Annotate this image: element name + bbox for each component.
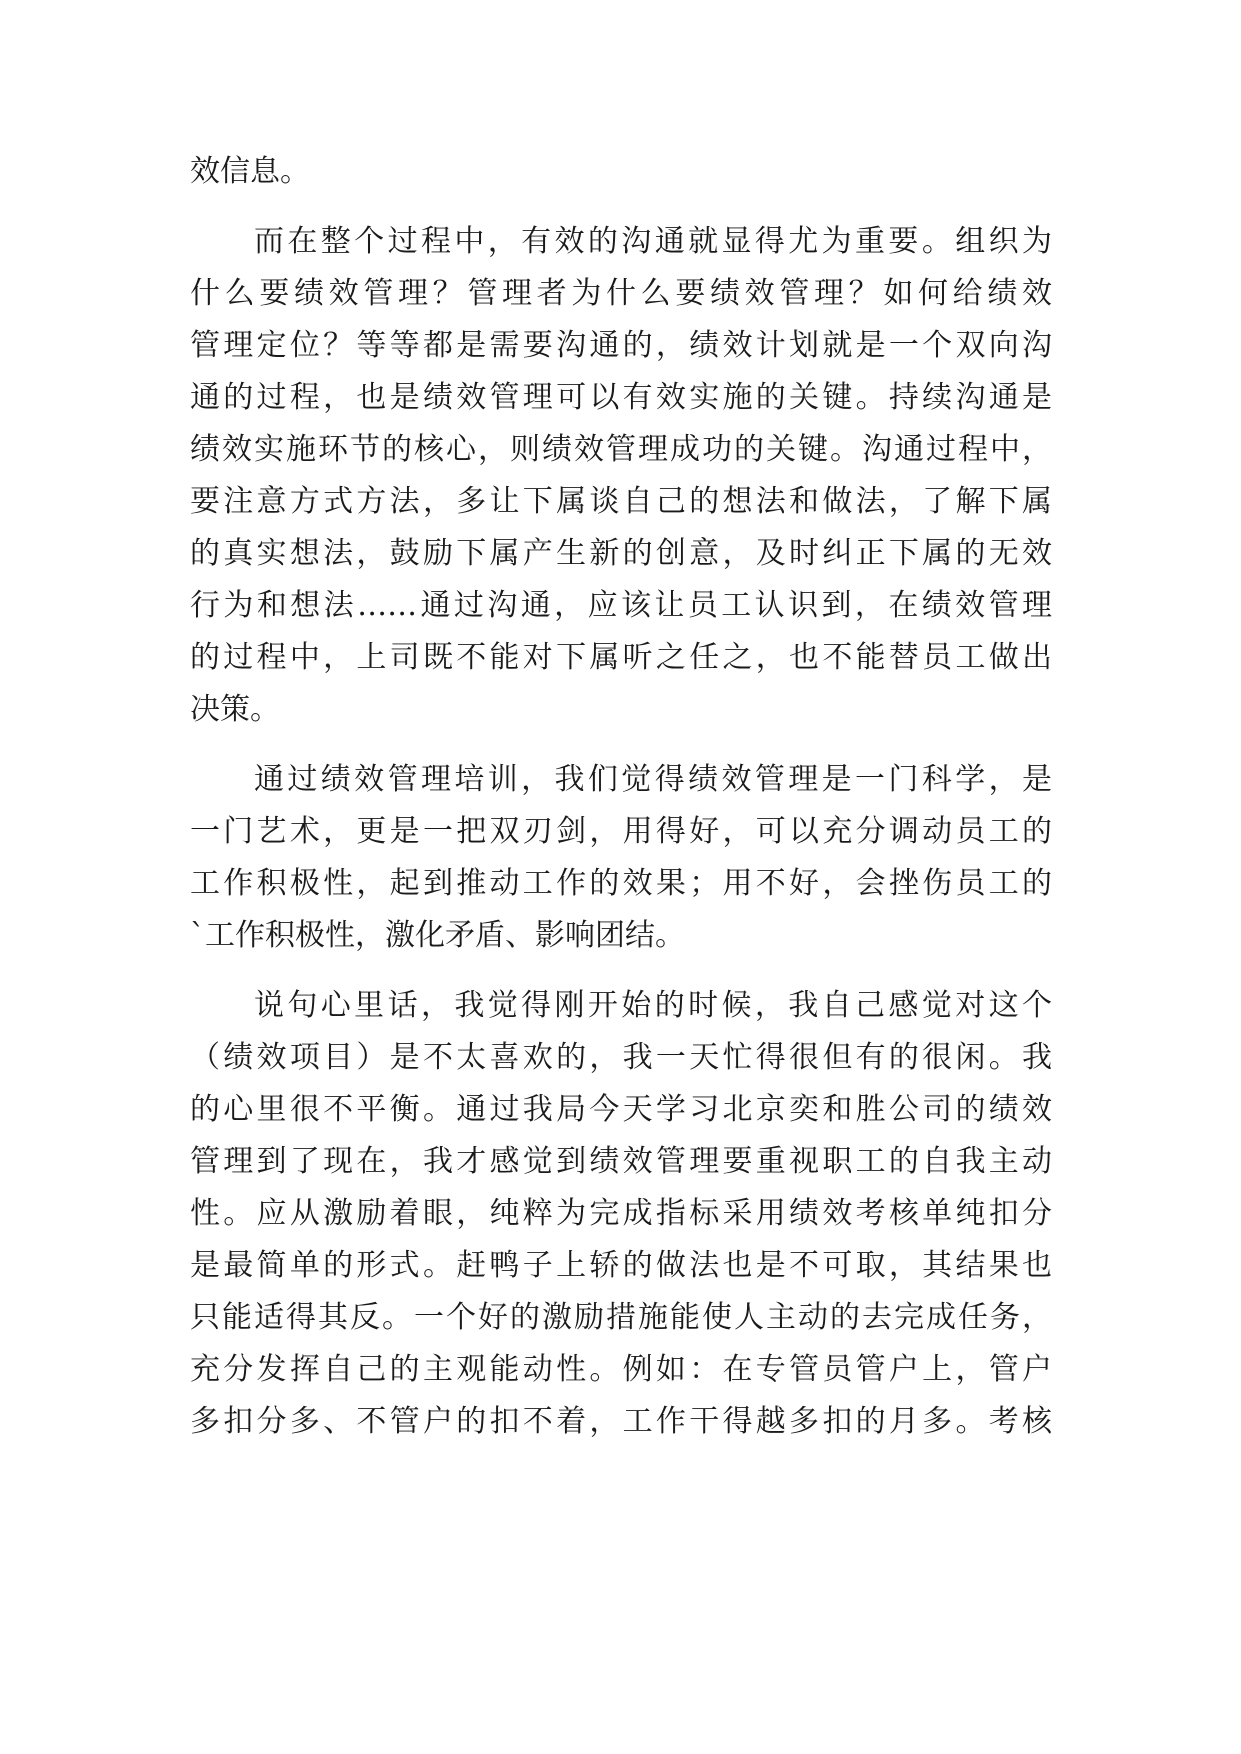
text-line: 只能适得其反。一个好的激励措施能使人主动的去完成任务， (190, 1300, 1052, 1335)
text-line: 绩效实施环节的核心，则绩效管理成功的关键。沟通过程中， (190, 432, 1052, 467)
text-line: 一门艺术，更是一把双刃剑，用得好，可以充分调动员工的 (190, 814, 1052, 849)
text-line: （绩效项目）是不太喜欢的，我一天忙得很但有的很闲。我 (190, 1040, 1052, 1075)
text-line: 而在整个过程中，有效的沟通就显得尤为重要。组织为 (254, 224, 1052, 259)
text-line: 通过绩效管理培训，我们觉得绩效管理是一门科学，是 (254, 762, 1052, 797)
text-line: 的真实想法，鼓励下属产生新的创意，及时纠正下属的无效 (190, 536, 1052, 571)
text-line: 的过程中，上司既不能对下属听之任之，也不能替员工做出 (190, 640, 1052, 675)
text-line: 工作积极性，起到推动工作的效果；用不好，会挫伤员工的 (190, 866, 1052, 901)
text-line: 多扣分多、不管户的扣不着，工作干得越多扣的月多。考核 (190, 1404, 1052, 1439)
text-line: 通的过程，也是绩效管理可以有效实施的关键。持续沟通是 (190, 380, 1052, 415)
text-line: 说句心里话，我觉得刚开始的时候，我自己感觉对这个 (254, 988, 1052, 1023)
text-line: 是最简单的形式。赶鸭子上轿的做法也是不可取，其结果也 (190, 1248, 1052, 1283)
text-line: 充分发挥自己的主观能动性。例如：在专管员管户上，管户 (190, 1352, 1052, 1387)
text-line: 什么要绩效管理？管理者为什么要绩效管理？如何给绩效 (190, 276, 1052, 311)
text-line: 的心里很不平衡。通过我局今天学习北京奕和胜公司的绩效 (190, 1092, 1052, 1127)
text-line: 行为和想法……通过沟通，应该让员工认识到，在绩效管理 (190, 588, 1052, 623)
text-line: 性。应从激励着眼，纯粹为完成指标采用绩效考核单纯扣分 (190, 1196, 1052, 1231)
text-line: 管理定位？等等都是需要沟通的，绩效计划就是一个双向沟 (190, 328, 1052, 363)
text-line: `工作积极性，激化矛盾、影响团结。 (190, 918, 685, 953)
text-line: 效信息。 (190, 154, 310, 189)
text-line: 决策。 (190, 692, 280, 727)
text-line: 要注意方式方法，多让下属谈自己的想法和做法，了解下属 (190, 484, 1052, 519)
text-line: 管理到了现在，我才感觉到绩效管理要重视职工的自我主动 (190, 1144, 1052, 1179)
